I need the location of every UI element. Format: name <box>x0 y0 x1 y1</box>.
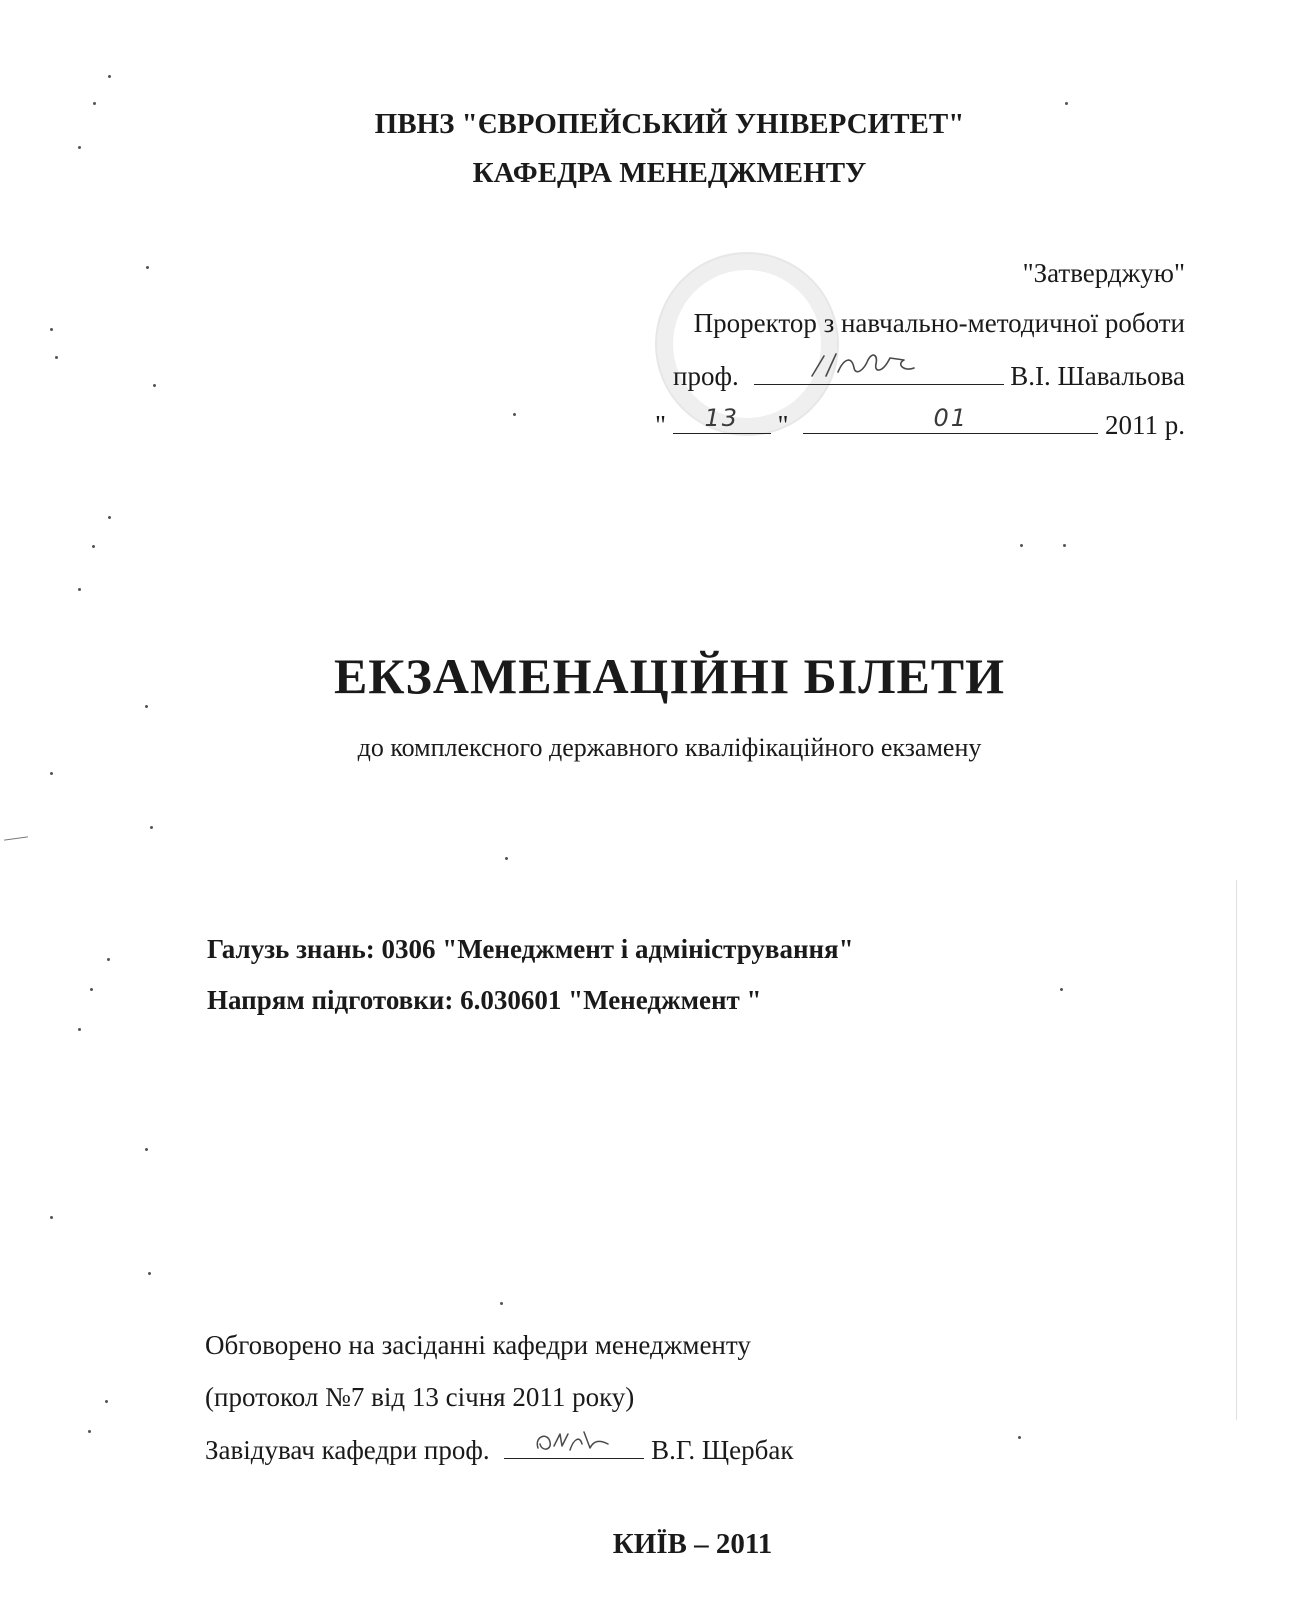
scan-speck <box>92 545 95 548</box>
approval-position: Проректор з навчально-методичної роботи <box>693 308 1185 338</box>
scan-speck <box>1018 1436 1021 1439</box>
scan-speck <box>55 356 58 359</box>
date-month-underline <box>803 404 1098 434</box>
scan-speck <box>1060 988 1063 991</box>
scan-speck <box>500 1302 503 1305</box>
scan-speck <box>88 1430 91 1433</box>
head-signature-mark <box>504 1426 644 1458</box>
approval-name: В.І. Шавальова <box>1010 361 1185 391</box>
approval-signature-line <box>673 358 1185 392</box>
department-name: КАФЕДРА МЕНЕДЖМЕНТУ <box>472 157 867 189</box>
head-prefix: Завідувач кафедри проф. <box>205 1435 490 1465</box>
date-quote-close: " <box>777 410 789 440</box>
document-title: ЕКЗАМЕНАЦІЙНІ БІЛЕТИ <box>333 648 1006 704</box>
scan-speck <box>107 958 110 961</box>
institution-name: ПВНЗ "ЄВРОПЕЙСЬКИЙ УНІВЕРСИТЕТ" <box>374 108 965 140</box>
date-quote-open: " <box>654 410 666 440</box>
scan-edge-mark <box>4 836 28 840</box>
signature-mark <box>754 350 1004 384</box>
date-day: 13 <box>704 404 739 432</box>
scan-speck <box>105 1400 108 1403</box>
date-month: 01 <box>933 404 969 432</box>
scan-speck <box>78 1028 81 1031</box>
department-head-line <box>205 1432 793 1466</box>
approval-date-line <box>654 404 1185 441</box>
scan-speck <box>50 1216 53 1219</box>
scan-speck <box>505 857 508 860</box>
date-year: 2011 р. <box>1105 410 1185 440</box>
scan-speck <box>108 75 111 78</box>
approval-prof-prefix: проф. <box>673 361 739 391</box>
scan-speck <box>148 1272 151 1275</box>
head-name: В.Г. Щербак <box>651 1435 794 1465</box>
scan-speck <box>1065 102 1068 105</box>
protocol-line: (протокол №7 від 13 січня 2011 року) <box>205 1382 635 1412</box>
discussion-line: Обговорено на засіданні кафедри менеджменту <box>205 1330 751 1360</box>
signature-underline <box>754 358 1004 385</box>
scan-speck <box>153 384 156 387</box>
scan-speck <box>146 266 149 269</box>
scan-speck <box>513 413 516 416</box>
city-year: КИЇВ – 2011 <box>612 1528 773 1560</box>
scan-speck <box>90 988 93 991</box>
date-day-underline <box>673 404 771 434</box>
scan-edge-line <box>1236 880 1237 1420</box>
scan-speck <box>50 328 53 331</box>
scan-speck <box>150 826 153 829</box>
scan-speck <box>108 516 111 519</box>
approval-heading: "Затверджую" <box>1022 258 1185 288</box>
training-direction: Напрям підготовки: 6.030601 "Менеджмент " <box>207 985 762 1015</box>
document-subtitle: до комплексного державного кваліфікаційного екзамену <box>357 733 982 762</box>
scan-speck <box>1063 544 1066 547</box>
scan-speck <box>78 146 81 149</box>
knowledge-area: Галузь знань: 0306 "Менеджмент і адміністрування" <box>207 934 854 964</box>
scan-speck <box>145 1148 148 1151</box>
scan-speck <box>50 772 53 775</box>
scan-speck <box>1020 544 1023 547</box>
head-signature-underline <box>504 1432 644 1459</box>
scan-speck <box>93 102 96 105</box>
scan-speck <box>78 588 81 591</box>
scan-speck <box>145 705 148 708</box>
